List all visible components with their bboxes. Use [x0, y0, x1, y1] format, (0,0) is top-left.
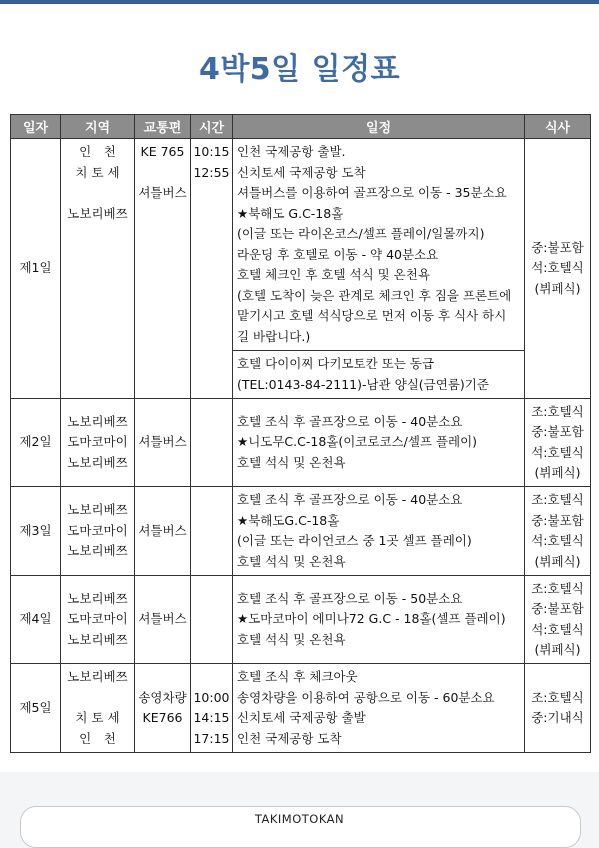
day-cell: 제1일 [11, 139, 61, 399]
meal-cell: 중:불포함 석:호텔식 (뷔페식) [525, 139, 591, 399]
header-time: 시간 [191, 115, 233, 139]
transport-cell: KE 765 셔틀버스 [135, 139, 191, 399]
footer-label: TAKIMOTOKAN [254, 812, 345, 826]
meal-cell: 조:호텔식 중:불포함 석:호텔식 (뷔페식) [525, 399, 591, 487]
table-header-row [11, 115, 591, 139]
schedule-cell: 인천 국제공항 출발. 신치토세 국제공항 도착 셔틀버스를 이용하여 골프장으로 이동 - 35분소요 ★북해도 G.C-18홀 (이글 또는 라이온코스/셀프 플레이/일몰까지) 라운딩 후 호텔로 이동 - 약 40분소요 호텔 체크인 후 호텔 석식 및 온천욕 (호텔 도착이 늦은 관계로 체크인 후 짐을 프론트에 맡기시고 호텔 석식당으로 먼저 이동 후 식사 하시 길 바랍니다.) [233, 139, 525, 351]
time-cell: 10:00 14:15 17:15 [191, 664, 233, 753]
table-row [11, 139, 591, 351]
header-day: 일자 [11, 115, 61, 139]
header-schedule: 일정 [233, 115, 525, 139]
day-cell: 제5일 [11, 664, 61, 753]
meal-cell: 조:호텔식 중:기내식 [525, 664, 591, 753]
time-cell: 10:15 12:55 [191, 139, 233, 399]
time-cell [191, 399, 233, 487]
time-cell [191, 487, 233, 576]
table-row [11, 399, 591, 487]
day-cell: 제2일 [11, 399, 61, 487]
schedule-cell: 호텔 조식 후 골프장으로 이동 - 50분소요 ★도마코마이 에미나72 G.C - 18홀(셀프 플레이) 호텔 석식 및 온천욕 [233, 576, 525, 664]
schedule-cell: 호텔 조식 후 골프장으로 이동 - 40분소요 ★니도무C.C-18홀(이코로코스/셀프 플레이) 호텔 석식 및 온천욕 [233, 399, 525, 487]
schedule-cell: 호텔 조식 후 골프장으로 이동 - 40분소요 ★북해도G.C-18홀 (이글 또는 라이언코스 중 1곳 셀프 플레이) 호텔 석식 및 온천욕 [233, 487, 525, 576]
region-cell: 인 천 치 토 세 노보리베쯔 [61, 139, 135, 399]
schedule-cell: 호텔 조식 후 체크아웃 송영차량을 이용하여 공항으로 이동 - 60분소요 신치토세 국제공항 출발 인천 국제공항 도착 [233, 664, 525, 753]
page-title: 4박5일 일정표 [198, 52, 401, 87]
itinerary-table [10, 114, 591, 753]
region-cell: 노보리베쯔 도마코마이 노보리베쯔 [61, 399, 135, 487]
transport-cell: 셔틀버스 [135, 576, 191, 664]
table-row [11, 487, 591, 576]
day-cell: 제3일 [11, 487, 61, 576]
region-cell: 노보리베쯔 도마코마이 노보리베쯔 [61, 487, 135, 576]
hotel-cell: 호텔 다이이찌 다키모토칸 또는 동급 (TEL:0143-84-2111)-남관 양실(금연룸)기준 [233, 351, 525, 399]
meal-cell: 조:호텔식 중:불포함 석:호텔식 (뷔페식) [525, 576, 591, 664]
header-meals: 식사 [525, 115, 591, 139]
region-cell: 노보리베쯔 치 토 세 인 천 [61, 664, 135, 753]
table-row [11, 576, 591, 664]
day-cell: 제4일 [11, 576, 61, 664]
table-row [11, 664, 591, 753]
transport-cell: 셔틀버스 [135, 399, 191, 487]
header-region: 지역 [61, 115, 135, 139]
transport-cell: 셔틀버스 [135, 487, 191, 576]
meal-cell: 조:호텔식 중:불포함 석:호텔식 (뷔페식) [525, 487, 591, 576]
transport-cell: 송영차량 KE766 [135, 664, 191, 753]
time-cell [191, 576, 233, 664]
header-transport: 교통편 [135, 115, 191, 139]
region-cell: 노보리베쯔 도마코마이 노보리베쯔 [61, 576, 135, 664]
